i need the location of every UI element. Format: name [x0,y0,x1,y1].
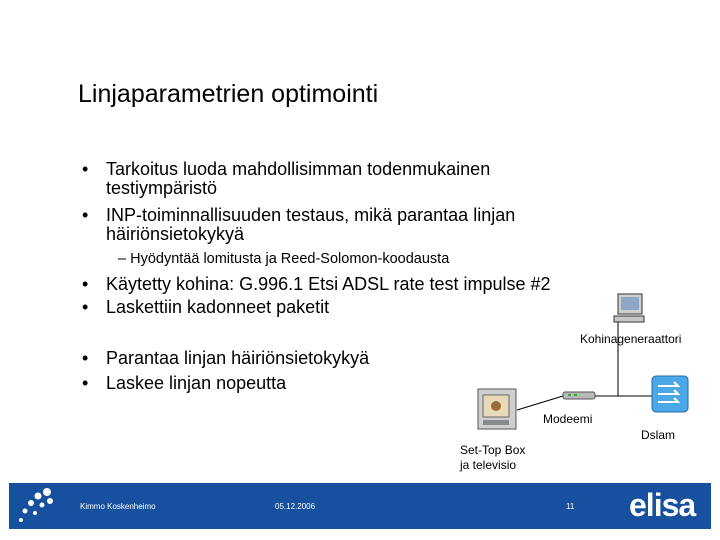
computer-icon [614,294,644,322]
stb-modem-link [517,396,563,410]
bullet-text: Laskee linjan nopeutta [106,373,287,393]
stb-label-cont: ja televisio [460,458,517,472]
bullet-dot: • [82,159,89,179]
bullet-dot: • [82,205,89,225]
stb-label: Set-Top Box [460,443,526,457]
bullet-text: Tarkoitus luoda mahdollisimman todenmukainen [106,159,491,179]
bullet-text: INP-toiminnallisuuden testaus, mikä parantaa linjan [106,205,516,225]
footer-date: 05.12.2006 [275,502,316,511]
dslam-label: Dslam [641,428,676,442]
set-top-box-icon [478,389,516,429]
dslam-icon [652,376,688,412]
footer-author: Kimmo Koskenheimo [80,502,156,511]
sub-bullet: – Hyödyntää lomitusta ja Reed-Solomon-koodausta [118,251,450,267]
modem-label: Modeemi [543,412,593,426]
bullet-text-cont: häiriönsietokykyä [106,224,245,244]
modem-icon [563,392,595,399]
bullet-dot: • [82,274,89,294]
noise-generator-label: Kohinageneraattori [580,332,682,346]
logo-dots-icon [17,486,59,526]
brand-logo: elisa [629,487,696,523]
bullet-text: Parantaa linjan häiriönsietokykyä [106,348,370,368]
bullet-text: Käytetty kohina: G.996.1 Etsi ADSL rate test impulse #2 [106,274,551,294]
bullet-dot: • [82,373,89,393]
bullet-dot: • [82,348,89,368]
bullet-text: Laskettiin kadonneet paketit [106,297,330,317]
bullet-text-cont: testiympäristö [106,178,218,198]
bullet-dot: • [82,297,89,317]
footer-bar [9,483,711,529]
footer-page-number: 11 [566,502,575,511]
slide-title: Linjaparametrien optimointi [78,80,379,108]
